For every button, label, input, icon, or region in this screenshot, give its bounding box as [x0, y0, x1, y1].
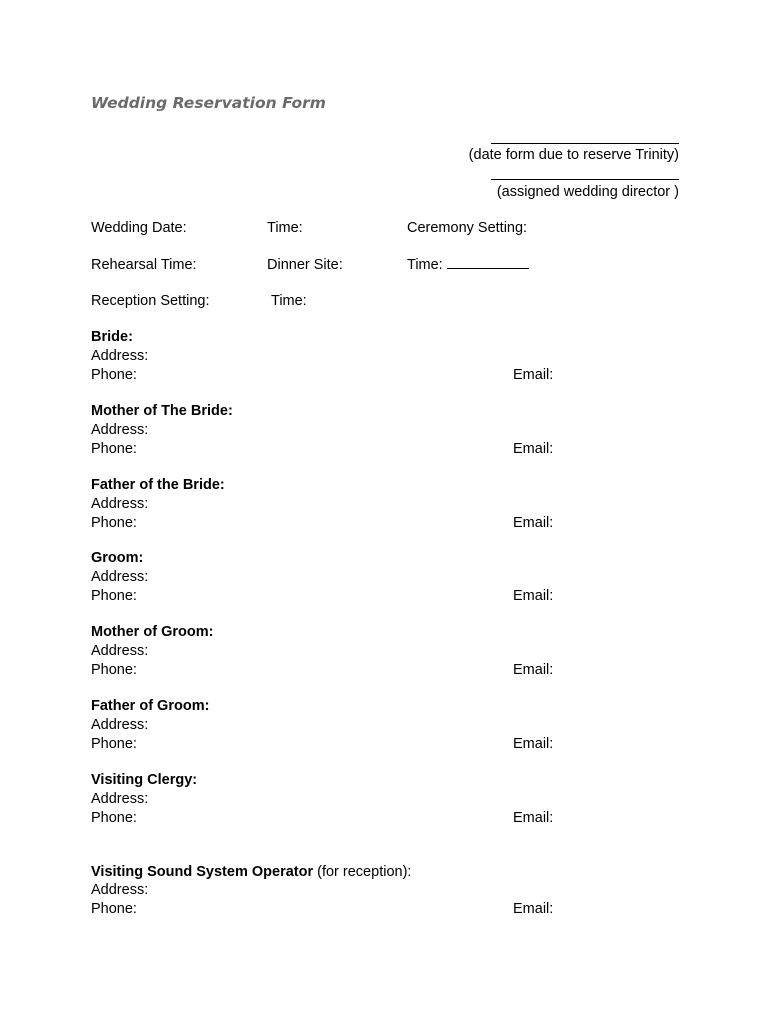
director-label: (assigned wedding director ) [496, 184, 679, 200]
contact-phone-label: Phone: [91, 588, 137, 604]
contact-email-label: Email: [513, 810, 554, 826]
contact-phone-label: Phone: [91, 662, 137, 678]
sound-operator-email-label: Email: [513, 901, 554, 917]
dinner-time-field [407, 256, 529, 274]
sound-operator-heading [91, 863, 411, 881]
director-line [491, 179, 679, 180]
contact-address-label: Address: [91, 422, 149, 438]
contact-address-label: Address: [91, 348, 149, 364]
contact-address-label: Address: [91, 643, 149, 659]
contact-heading: Mother of Groom: [91, 624, 214, 640]
contact-heading: Bride: [91, 329, 133, 345]
contact-heading: Visiting Clergy: [91, 772, 198, 788]
dinner-time-blank [447, 257, 529, 269]
dinner-time-label: Time: [407, 257, 443, 273]
sound-operator-address-label: Address: [91, 882, 149, 898]
reception-time-label: Time: [271, 293, 307, 309]
contact-heading: Mother of The Bride: [91, 403, 233, 419]
contact-email-label: Email: [513, 662, 554, 678]
wedding-date-label: Wedding Date: [91, 220, 187, 236]
contact-heading: Father of Groom: [91, 698, 210, 714]
contact-email-label: Email: [513, 515, 554, 531]
contact-heading: Father of the Bride: [91, 477, 225, 493]
ceremony-setting-label: Ceremony Setting: [407, 220, 528, 236]
contact-phone-label: Phone: [91, 810, 137, 826]
contact-phone-label: Phone: [91, 441, 137, 457]
sound-operator-suffix: (for reception): [313, 864, 412, 880]
contact-address-label: Address: [91, 569, 149, 585]
dinner-site-label: Dinner Site: [267, 257, 343, 273]
date-due-label: (date form due to reserve Trinity) [468, 147, 679, 163]
contact-address-label: Address: [91, 496, 149, 512]
sound-operator-phone-label: Phone: [91, 901, 137, 917]
contact-email-label: Email: [513, 588, 554, 604]
contact-email-label: Email: [513, 441, 554, 457]
rehearsal-time-label: Rehearsal Time: [91, 257, 197, 273]
contact-phone-label: Phone: [91, 736, 137, 752]
contact-heading: Groom: [91, 550, 144, 566]
contact-address-label: Address: [91, 791, 149, 807]
contact-address-label: Address: [91, 717, 149, 733]
form-title: Wedding Reservation Form [91, 94, 326, 112]
contact-email-label: Email: [513, 736, 554, 752]
sound-operator-title: Visiting Sound System Operator [91, 864, 314, 880]
date-due-line [491, 143, 679, 144]
reception-setting-label: Reception Setting: [91, 293, 210, 309]
contact-phone-label: Phone: [91, 367, 137, 383]
wedding-time-label: Time: [267, 220, 303, 236]
contact-email-label: Email: [513, 367, 554, 383]
contact-phone-label: Phone: [91, 515, 137, 531]
